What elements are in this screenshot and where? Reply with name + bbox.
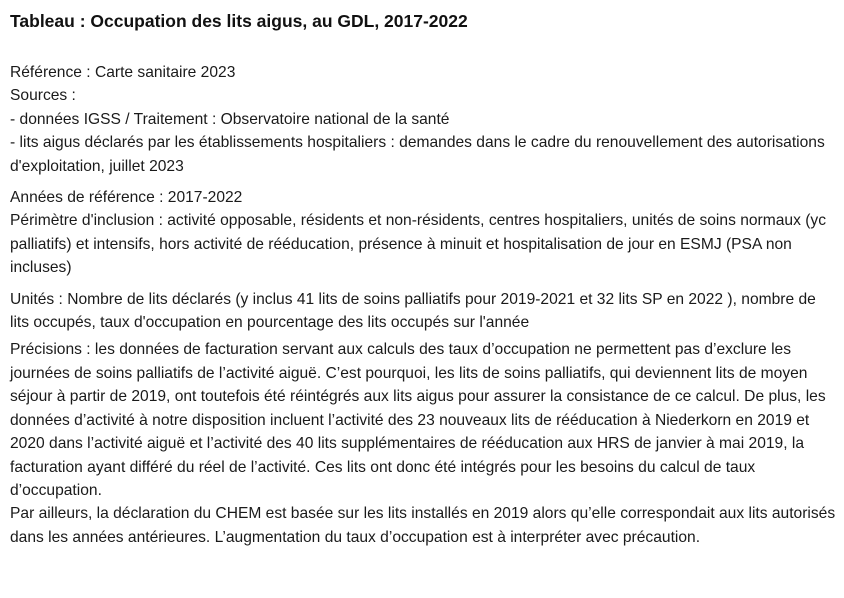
precisions-text: Précisions : les données de facturation servant aux calculs des taux d’occupation ne permettent pas d’exclure les journées de soins palliatifs de l’activité aiguë. C’est pourquoi, les lits de soins palliatifs, qui deviennent lits de moyen séjour à partir de 2019, ont toutefois été réintégrés aux lits aigus pour assurer la consistance de ce calcul. De plus, les données d’activité à notre disposition incluent l’activité des 23 nouveaux lits de rééducation à Niederkorn en 2019 et 2020 dans l’activité aiguë et l’activité des 40 lits supplémentaires de rééducation aux HRS de janvier à mai 2019, la facturation ayant différé du réel de l’activité. Ces lits ont donc été intégrés pour les besoins du calcul de taux d’occupation.	[10, 341, 826, 499]
document-page	[10, 9, 836, 549]
inclusion-perimeter: Périmètre d'inclusion : activité opposable, résidents et non-résidents, centres hospitaliers, unités de soins normaux (yc palliatifs) et intensifs, hors activité de rééducation, présence à minuit et hospitalisation de jour en ESMJ (PSA non incluses)	[10, 212, 826, 277]
units-block	[10, 288, 836, 335]
details-block	[10, 338, 836, 549]
scope-block	[10, 186, 836, 280]
units-text: Unités : Nombre de lits déclarés (y inclus 41 lits de soins palliatifs pour 2019-2021 et 32 lits SP en 2022 ), nombre de lits occupés, taux d'occupation en pourcentage des lits occupés sur l'année	[10, 290, 816, 332]
sources-heading: Sources :	[10, 87, 76, 105]
source-item: - lits aigus déclarés par les établissements hospitaliers : demandes dans le cadre du renouvellement des autorisations d'exploitation, juillet 2023	[10, 134, 825, 175]
reference-line: Référence : Carte sanitaire 2023	[10, 64, 236, 81]
page-title: Tableau : Occupation des lits aigus, au GDL, 2017-2022	[10, 11, 468, 31]
additional-note: Par ailleurs, la déclaration du CHEM est basée sur les lits installés en 2019 alors qu’elle correspondait aux lits autorisés dans les années antérieures. L’augmentation du taux d’occupation est à interpréter avec précaution.	[10, 505, 836, 546]
source-item: - données IGSS / Traitement : Observatoire national de la santé	[10, 110, 450, 128]
reference-years: Années de référence : 2017-2022	[10, 189, 243, 207]
sources-block	[10, 61, 836, 178]
